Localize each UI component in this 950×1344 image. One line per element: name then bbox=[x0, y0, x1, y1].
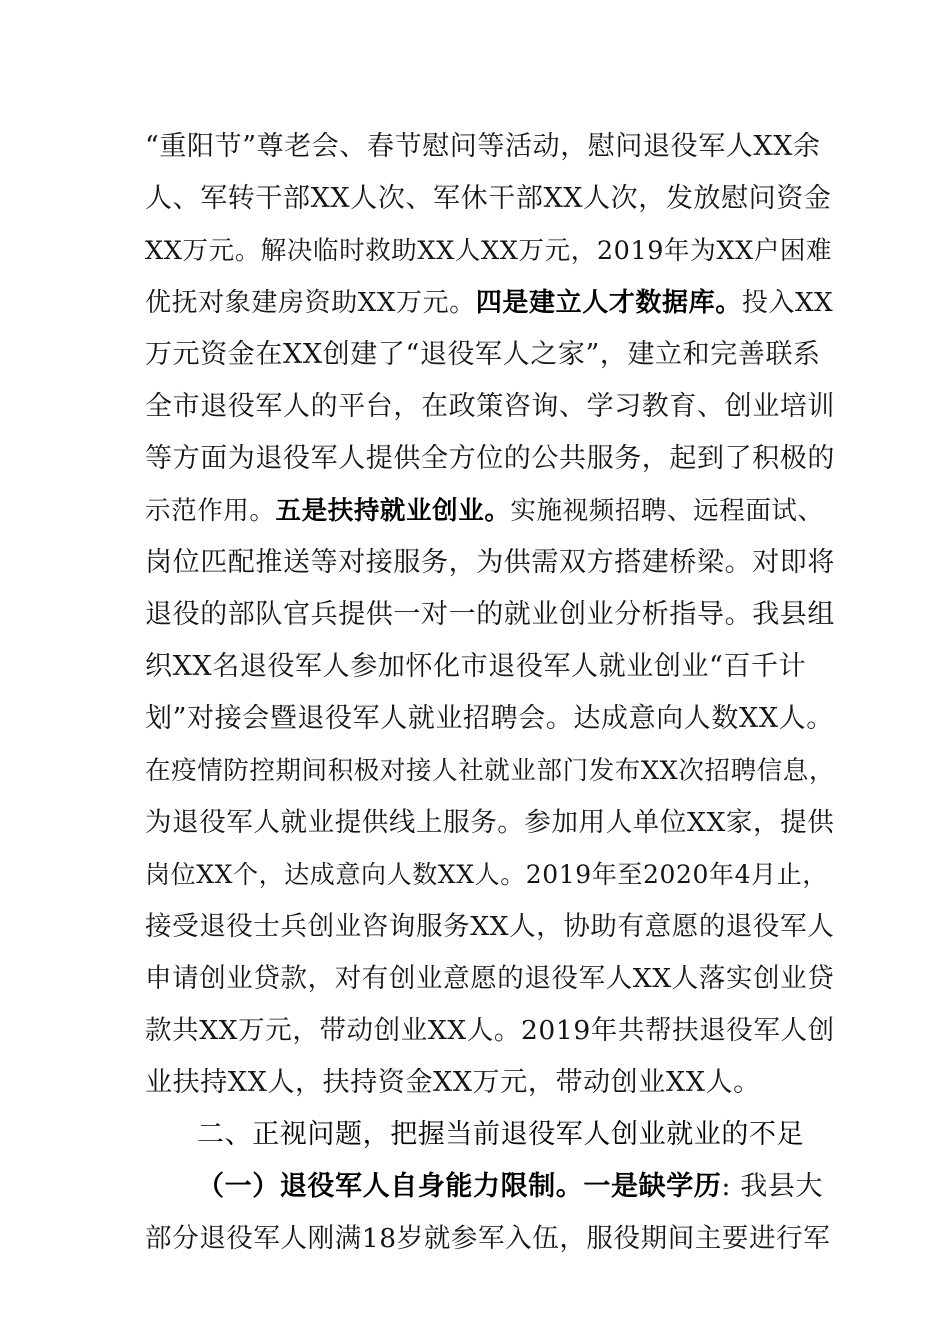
subsection-heading: （一）退役军人自身能力限制。一是缺学历 bbox=[197, 1171, 722, 1202]
paragraph-line-1: “重阳节”尊老会、春节慰问等活动，慰问退役军人XX余 bbox=[145, 131, 821, 162]
paragraph-line-5: 万元资金在XX创建了“退役军人之家”，建立和完善联系 bbox=[145, 339, 821, 370]
paragraph-line-16: 接受退役士兵创业咨询服务XX人，协助有意愿的退役军人 bbox=[145, 911, 835, 942]
paragraph-line-17: 申请创业贷款，对有创业意愿的退役军人XX人落实创业贷 bbox=[145, 963, 835, 994]
subsection-heading-line bbox=[197, 1167, 837, 1207]
line-text: 投入XX bbox=[741, 288, 834, 318]
line-text: : 我县大 bbox=[721, 1171, 824, 1202]
paragraph-line-19: 业扶持XX人，扶持资金XX万元，带动创业XX人。 bbox=[145, 1067, 761, 1098]
line-text: 优抚对象建房资助XX万元。 bbox=[145, 288, 476, 318]
line-text: 示范作用。 bbox=[145, 496, 276, 526]
paragraph-line-14: 为退役军人就业提供线上服务。参加用人单位XX家，提供 bbox=[145, 807, 835, 838]
paragraph-line-11: 织XX名退役军人参加怀化市退役军人就业创业“百千计 bbox=[145, 651, 807, 682]
paragraph-line-final: 部分退役军人刚满18岁就参军入伍，服役期间主要进行军 bbox=[145, 1223, 831, 1254]
paragraph-line-7: 等方面为退役军人提供全方位的公共服务，起到了积极的 bbox=[145, 443, 835, 474]
paragraph-line-18: 款共XX万元，带动创业XX人。2019年共帮扶退役军人创 bbox=[145, 1015, 835, 1046]
paragraph-line-12: 划”对接会暨退役军人就业招聘会。达成意向人数XX人。 bbox=[145, 703, 834, 734]
paragraph-line-6: 全市退役军人的平台，在政策咨询、学习教育、创业培训 bbox=[145, 391, 835, 422]
paragraph-line-13: 在疫情防控期间积极对接人社就业部门发布XX次招聘信息， bbox=[145, 756, 836, 786]
paragraph-line-2: 人、军转干部XX人次、军休干部XX人次，发放慰问资金 bbox=[145, 183, 832, 214]
bold-heading-item-4: 四是建立人才数据库。 bbox=[475, 288, 742, 318]
paragraph-line-9: 岗位匹配推送等对接服务，为供需双方搭建桥梁。对即将 bbox=[145, 547, 835, 578]
bold-heading-item-5: 五是扶持就业创业。 bbox=[275, 496, 511, 526]
line-text: 实施视频招聘、远程面试、 bbox=[510, 496, 824, 526]
section-heading: 二、正视问题，把握当前退役军人创业就业的不足 bbox=[197, 1119, 805, 1150]
paragraph-line-3: XX万元。解决临时救助XX人XX万元，2019年为XX户困难 bbox=[145, 236, 833, 266]
paragraph-line-8 bbox=[145, 491, 835, 531]
paragraph-line-10: 退役的部队官兵提供一对一的就业创业分析指导。我县组 bbox=[145, 599, 835, 630]
paragraph-line-4 bbox=[145, 283, 835, 323]
paragraph-line-15: 岗位XX个，达成意向人数XX人。2019年至2020年4月止， bbox=[145, 860, 828, 889]
